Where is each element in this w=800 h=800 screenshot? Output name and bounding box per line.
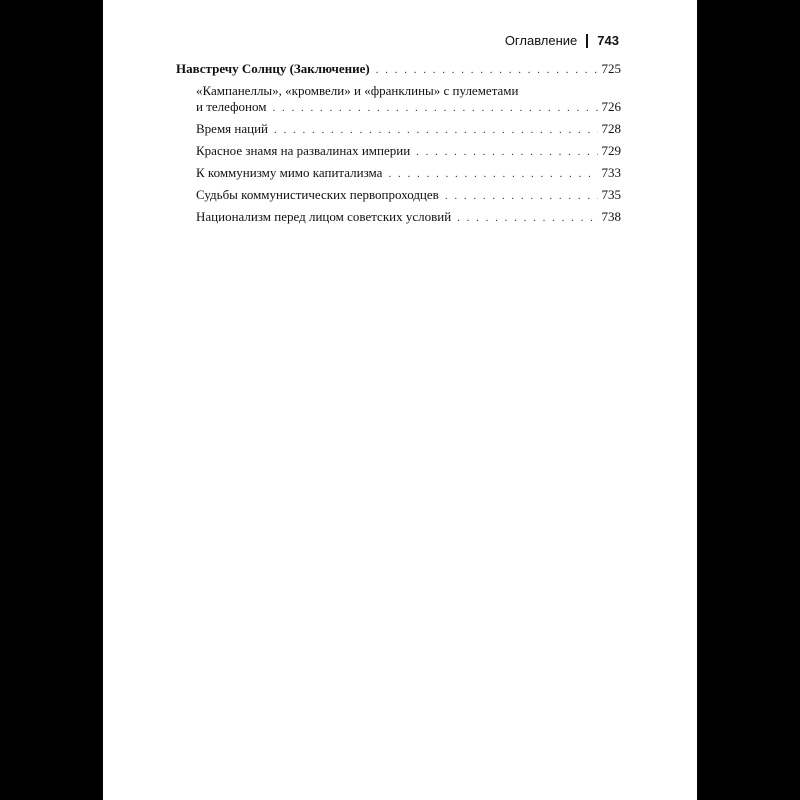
dot-leader	[457, 210, 597, 226]
dot-leader	[274, 122, 598, 138]
dot-leader	[272, 100, 597, 116]
toc-entry-title: Судьбы коммунистических первопроходцев	[196, 187, 439, 202]
left-dark-border	[0, 0, 103, 800]
running-head-page-number: 743	[597, 33, 619, 48]
dot-leader	[388, 166, 597, 182]
toc-entry-page: 733	[601, 165, 621, 180]
toc-entry-title: и телефоном	[196, 99, 267, 114]
running-head	[505, 33, 619, 48]
toc-entry-page: 726	[601, 99, 621, 114]
toc-entry	[176, 143, 621, 160]
toc-entry	[176, 187, 621, 204]
right-dark-border	[697, 0, 800, 800]
running-head-section: Оглавление	[504, 33, 578, 48]
toc-entry-title-line1: «Кампанеллы», «кромвели» и «франклины» с пулеметами	[196, 83, 519, 98]
toc-entry-page: 728	[601, 121, 621, 136]
toc-entry-page: 729	[601, 143, 621, 158]
dot-leader	[445, 188, 598, 204]
toc-entry-title: Красное знамя на развалинах империи	[196, 143, 411, 158]
toc-entry	[176, 209, 621, 226]
toc-entry	[176, 121, 621, 138]
toc-main-entry	[176, 61, 621, 78]
toc-entry	[176, 165, 621, 182]
dot-leader	[416, 144, 597, 160]
dot-leader	[376, 62, 598, 78]
toc-entry-title: Время наций	[196, 121, 268, 136]
toc-entry-page: 725	[601, 61, 621, 76]
toc-entry-title: Навстречу Солнцу (Заключение)	[176, 61, 370, 76]
book-page	[103, 0, 697, 800]
toc-entry-page: 735	[601, 187, 621, 202]
toc-entry-row	[176, 99, 621, 116]
toc-entry-page: 738	[601, 209, 621, 224]
toc-entry-title: К коммунизму мимо капитализма	[196, 165, 383, 180]
table-of-contents	[176, 61, 621, 231]
running-head-separator	[586, 34, 588, 48]
toc-entry	[176, 83, 621, 116]
toc-entry-title: Национализм перед лицом советских условий	[196, 209, 452, 224]
